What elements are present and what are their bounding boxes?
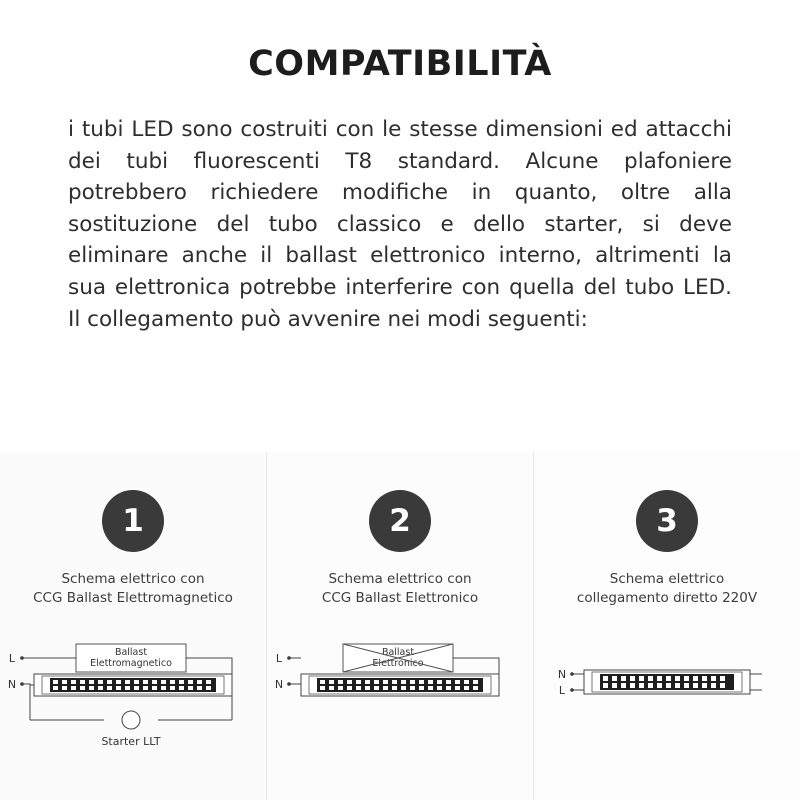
led-tube-3: [584, 670, 750, 694]
terminal-N-1: N: [7, 678, 17, 691]
panel-3-number-badge: 3: [636, 490, 698, 552]
panel-schema-1: [0, 452, 266, 800]
terminal-N-2: N: [274, 678, 284, 691]
page-title: COMPATIBILITÀ: [248, 44, 552, 84]
panel-1-number-badge: 1: [102, 490, 164, 552]
panel-3-caption-line2: collegamento diretto 220V: [576, 590, 758, 607]
panel-3-caption-line1: Schema elettrico: [609, 571, 725, 587]
led-tube-2: [301, 674, 499, 696]
schema-panels: [0, 452, 800, 800]
panel-1-caption-line2: CCG Ballast Elettromagnetico: [33, 590, 233, 607]
starter-symbol-1: [122, 711, 140, 729]
led-tube-1: [34, 674, 232, 696]
panel-schema-3: [533, 452, 800, 800]
panel-1-wiring-diagram: [0, 628, 266, 793]
panel-3-caption: [534, 570, 800, 608]
ballast-box-2-line2: Elettronico: [372, 658, 424, 669]
panel-3-wiring-diagram: [534, 628, 800, 793]
ballast-box-1-line1: Ballast: [114, 647, 148, 658]
terminal-N-3: N: [557, 668, 567, 681]
panel-2-wiring-diagram: [267, 628, 533, 793]
panel-schema-2: [266, 452, 533, 800]
terminal-L-3: L: [558, 684, 566, 697]
panel-2-caption: [267, 570, 533, 608]
panel-2-caption-line1: Schema elettrico con: [328, 571, 472, 587]
panel-1-caption-line1: Schema elettrico con: [61, 571, 205, 587]
panel-1-caption: [0, 570, 266, 608]
terminal-L-1: L: [8, 652, 16, 665]
ballast-box-1-line2: Elettromagnetico: [90, 658, 172, 669]
panel-2-caption-line2: CCG Ballast Elettronico: [321, 590, 479, 607]
ballast-box-2-line1: Ballast: [381, 647, 415, 658]
starter-label-1: Starter LLT: [101, 735, 161, 748]
intro-paragraph: i tubi LED sono costruiti con le stesse dimensioni ed attacchi dei tubi fluorescenti T8 standard. Alcune plafoniere potrebbero richiedere modifiche in quanto, oltre alla sostituzione del tubo classico e dello starter, si deve eliminare anche il ballast elettronico interno, altrimenti la sua elettronica potrebbe interferire con quella del tubo LED. Il collegamento può avvenire nei modi seguenti:: [68, 117, 732, 332]
terminal-L-2: L: [275, 652, 283, 665]
page-header: [0, 0, 800, 84]
panel-2-number-badge: 2: [369, 490, 431, 552]
